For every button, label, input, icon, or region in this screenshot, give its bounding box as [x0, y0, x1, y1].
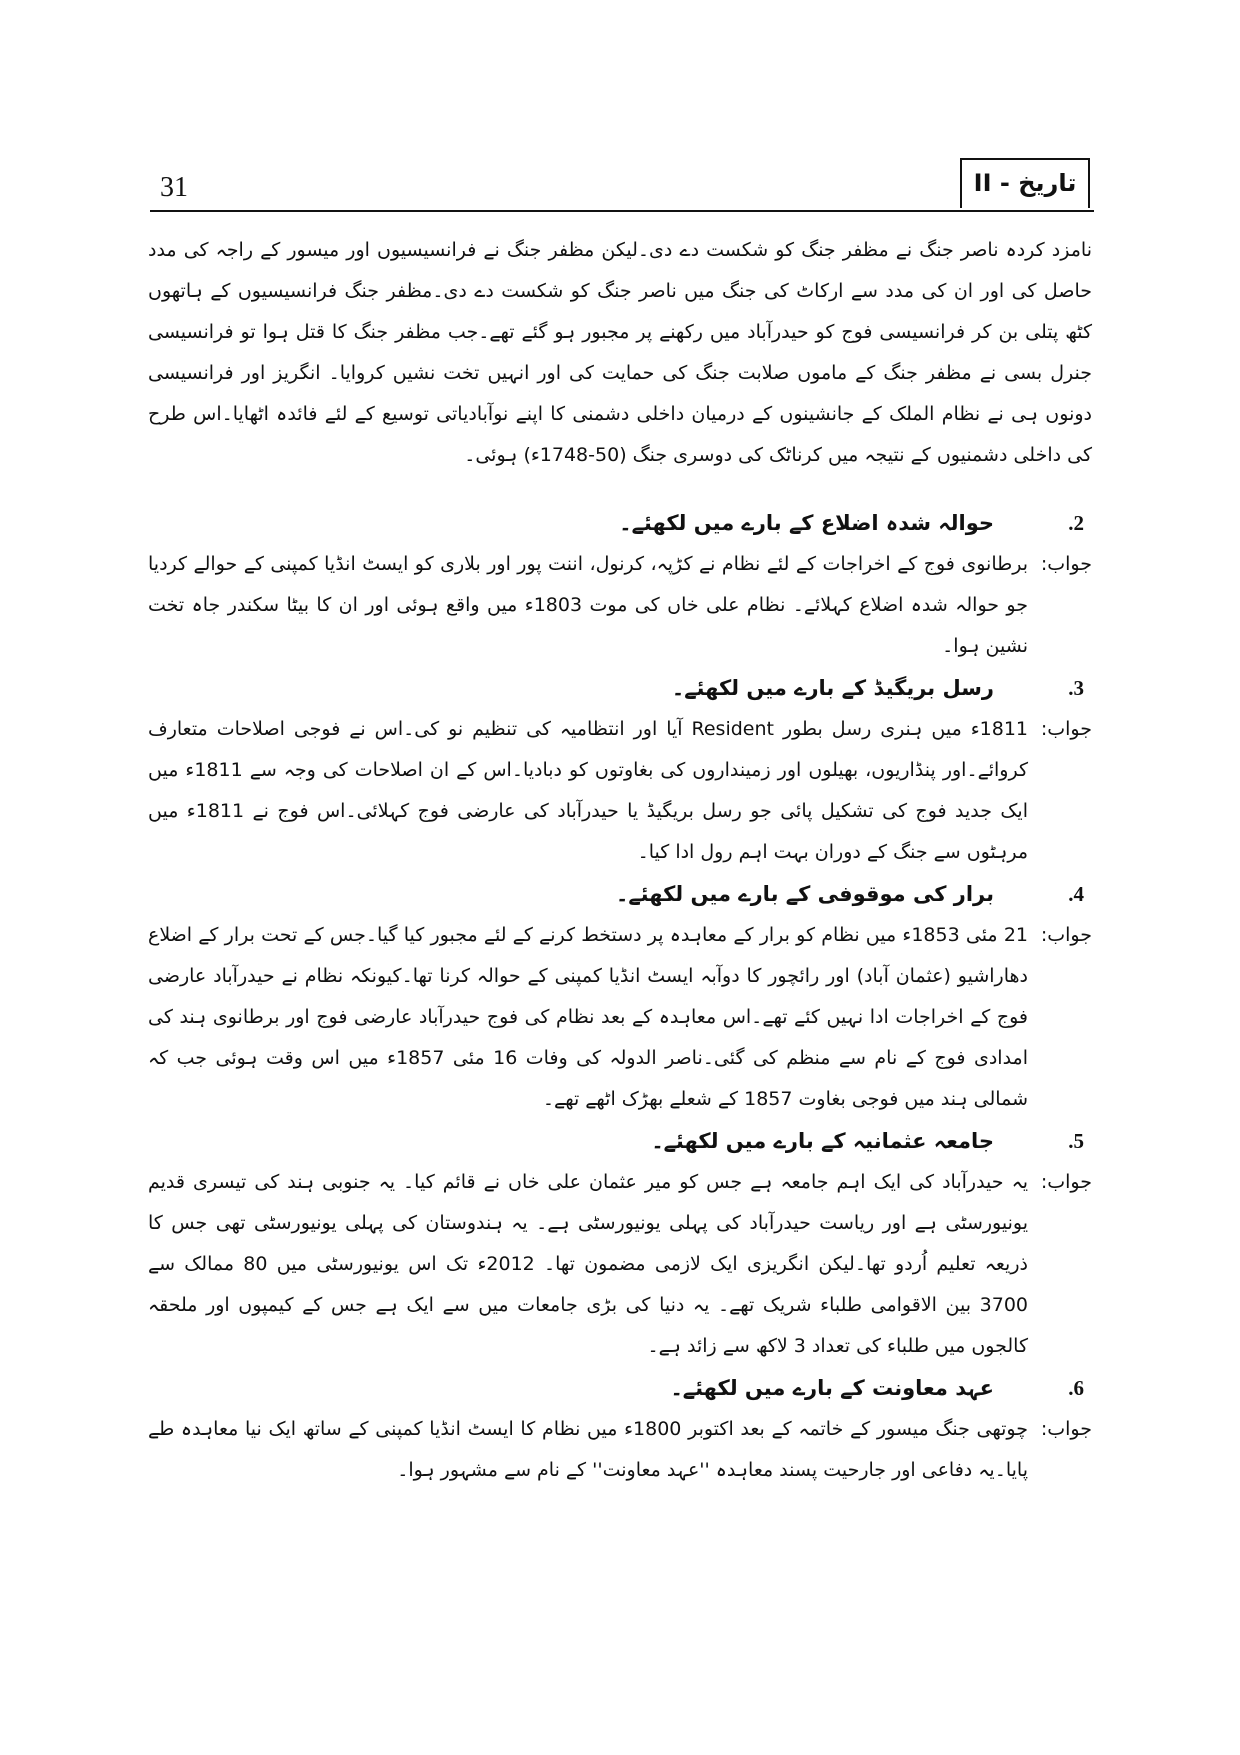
question-text: برار کی موقوفی کے بارے میں لکھئے۔	[616, 882, 994, 906]
answer-text: 21 مئی 1853ء میں نظام کو برار کے معاہدہ پر دستخط کرنے کے لئے مجبور کیا گیا۔جس کے تحت برار کے اضلاع دھاراشیو (عثمان آباد) اور رائچور کا دوآبہ ایسٹ انڈیا کمپنی کے حوالہ کرنا تھا۔کیونکہ نظام نے حیدرآباد عارضی فوج کے اخراجات ادا نہیں کئے تھے۔اس معاہدہ کے بعد نظام کی فوج حیدرآباد عارضی فوج اور برطانوی ہند کی امدادی فوج کے نام سے منظم کی گئی۔ناصر الدولہ کی وفات 16 مئی 1857ء میں اس وقت ہوئی جب کہ شمالی ہند میں فوجی بغاوت 1857 کے شعلے بھڑک اٹھے تھے۔	[148, 924, 1028, 1110]
answer-label: جواب:	[1040, 924, 1092, 946]
page-content	[148, 230, 1092, 1491]
question-4	[148, 873, 1092, 915]
header-rule	[150, 210, 1094, 212]
answer-2	[148, 544, 1092, 667]
answer-text: چوتھی جنگ میسور کے خاتمہ کے بعد اکتوبر 1800ء میں نظام کا ایسٹ انڈیا کمپنی کے ساتھ ایک نیا معاہدہ طے پایا۔یہ دفاعی اور جارحیت پسند معاہدہ ''عہد معاونت'' کے نام سے مشہور ہوا۔	[148, 1418, 1028, 1481]
question-number: 2.	[1068, 511, 1084, 535]
answer-label: جواب:	[1040, 718, 1092, 740]
question-text: رسل بریگیڈ کے بارے میں لکھئے۔	[671, 676, 994, 700]
answer-5	[148, 1162, 1092, 1367]
answer-3	[148, 709, 1092, 873]
answer-text: یہ حیدرآباد کی ایک اہم جامعہ ہے جس کو میر عثمان علی خاں نے قائم کیا۔ یہ جنوبی ہند کی تیسری قدیم یونیورسٹی ہے اور ریاست حیدرآباد کی پہلی یونیورسٹی ہے۔ یہ ہندوستان کی پہلی یونیورسٹی تھی جس کا ذریعہ تعلیم اُردو تھا۔لیکن انگریزی ایک لازمی مضمون تھا۔ 2012ء تک اس یونیورسٹی میں 80 ممالک سے 3700 بین الاقوامی طلباء شریک تھے۔ یہ دنیا کی بڑی جامعات میں سے ایک ہے جس کے کیمپوں اور ملحقہ کالجوں میں طلباء کی تعداد 3 لاکھ سے زائد ہے۔	[148, 1171, 1028, 1357]
question-number: 6.	[1068, 1376, 1084, 1400]
answer-label: جواب:	[1040, 1418, 1092, 1440]
question-2	[148, 502, 1092, 544]
answer-6	[148, 1409, 1092, 1491]
question-5	[148, 1120, 1092, 1162]
answer-label: جواب:	[1040, 1171, 1092, 1193]
answer-text: برطانوی فوج کے اخراجات کے لئے نظام نے کڑپہ، کرنول، اننت پور اور بلاری کو ایسٹ انڈیا کمپنی کے حوالے کردیا جو حوالہ شدہ اضلاع کہلائے۔ نظام علی خاں کی موت 1803ء میں واقع ہوئی اور ان کا بیٹا سکندر جاہ تخت نشین ہوا۔	[148, 553, 1028, 657]
page-number: 31	[160, 172, 188, 203]
question-6	[148, 1367, 1092, 1409]
question-3	[148, 667, 1092, 709]
question-number: 5.	[1068, 1129, 1084, 1153]
question-number: 4.	[1068, 882, 1084, 906]
question-text: حوالہ شدہ اضلاع کے بارے میں لکھئے۔	[619, 511, 994, 535]
answer-label: جواب:	[1040, 553, 1092, 575]
subject-title-box: تاریخ - II	[960, 158, 1090, 208]
answer-4	[148, 915, 1092, 1120]
answer-text: 1811ء میں ہنری رسل بطور Resident آیا اور انتظامیہ کی تنظیم نو کی۔اس نے فوجی اصلاحات متعارف کروائے۔اور پنڈاریوں، بھیلوں اور زمینداروں کی بغاوتوں کو دبادیا۔اس کے ان اصلاحات کی وجہ سے 1811ء میں ایک جدید فوج کی تشکیل پائی جو رسل بریگیڈ یا حیدرآباد کی عارضی فوج کہلائی۔اس فوج نے 1811ء میں مرہٹوں سے جنگ کے دوران بہت اہم رول ادا کیا۔	[148, 718, 1029, 863]
intro-paragraph: نامزد کردہ ناصر جنگ نے مظفر جنگ کو شکست دے دی۔لیکن مظفر جنگ نے فرانسیسیوں اور میسور کے راجہ کی مدد حاصل کی اور ان کی مدد سے ارکاٹ کی جنگ میں ناصر جنگ کو شکست دے دی۔مظفر جنگ فرانسیسیوں کے ہاتھوں کٹھ پتلی بن کر فرانسیسی فوج کو حیدرآباد میں رکھنے پر مجبور ہو گئے تھے۔جب مظفر جنگ کا قتل ہوا تو فرانسیسی جنرل بسی نے مظفر جنگ کے ماموں صلابت جنگ کی حمایت کی اور انہیں تخت نشیں کروایا۔ انگریز اور فرانسیسی دونوں ہی نے نظام الملک کے جانشینوں کے درمیان داخلی دشمنی کا اپنے نوآبادیاتی توسیع کے لئے فائدہ اٹھایا۔اس طرح کی داخلی دشمنیوں کے نتیجہ میں کرناٹک کی دوسری جنگ (50-1748ء) ہوئی۔	[148, 239, 1092, 466]
question-number: 3.	[1068, 676, 1084, 700]
question-text: جامعہ عثمانیہ کے بارے میں لکھئے۔	[651, 1129, 994, 1153]
question-text: عہد معاونت کے بارے میں لکھئے۔	[670, 1376, 994, 1400]
